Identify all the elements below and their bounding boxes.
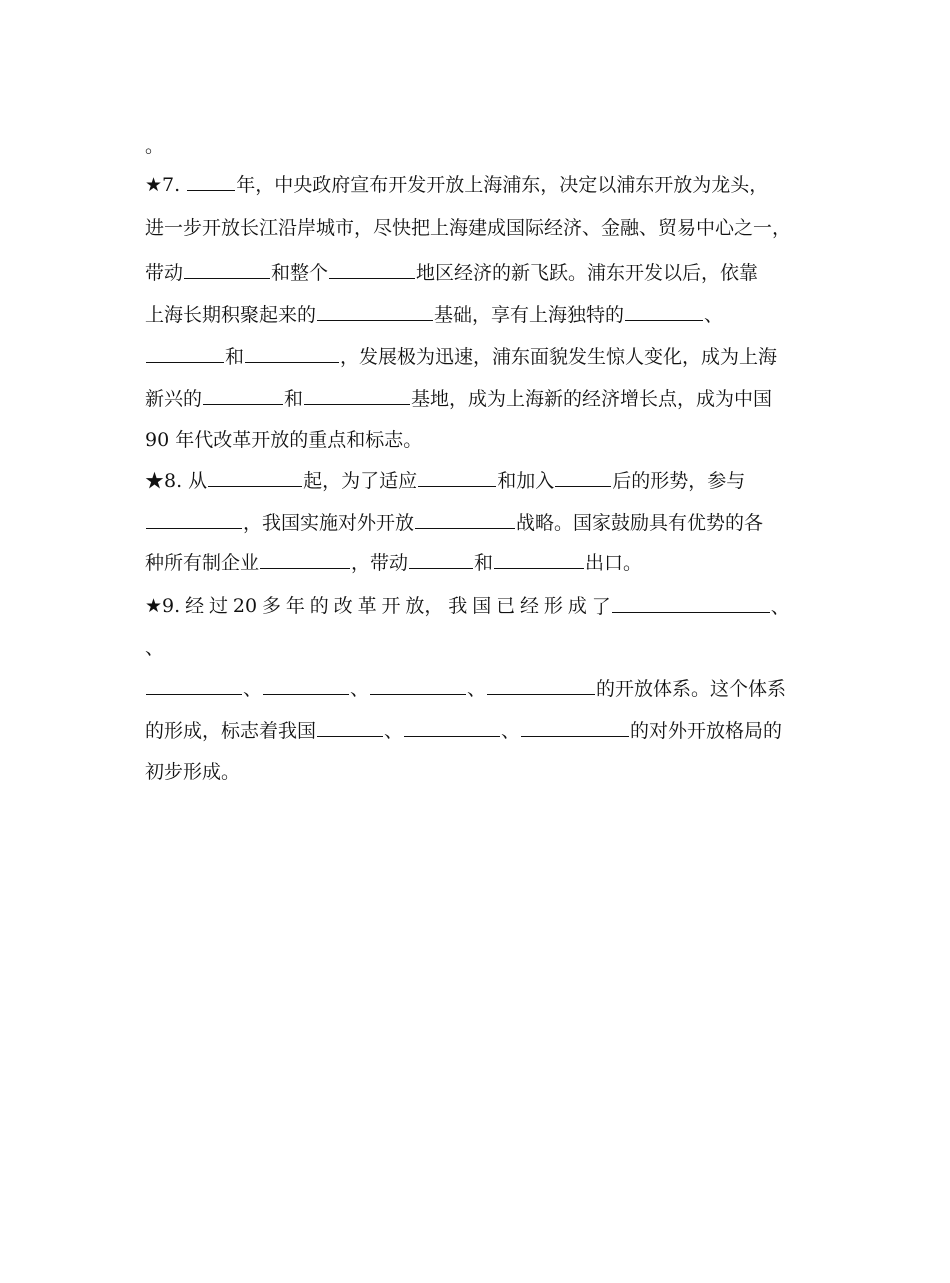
q7-line-5: 和 ，发展极为迅速，浦东面貌发生惊人变化，成为上海 <box>145 344 777 368</box>
q7-line-7: 90 年代改革开放的重点和标志。 <box>145 429 423 451</box>
q7-line-3: 带动 和整个 地区经济的新飞跃。浦东开发以后，依靠 <box>145 262 759 284</box>
answer-blank[interactable] <box>263 676 349 695</box>
lead-fragment: 。 <box>145 135 165 157</box>
answer-blank[interactable] <box>208 468 302 487</box>
q7-line-6: 新兴的 和 基地，成为上海新的经济增长点，成为中国 <box>145 388 773 410</box>
answer-blank[interactable] <box>146 676 242 695</box>
q7-line-4: 上海长期积聚起来的 基础，享有上海独特的 、 <box>145 304 724 326</box>
q8-line-2: ，我国实施对外开放 战略。国家鼓励具有优势的各 <box>145 510 763 534</box>
answer-blank[interactable] <box>409 550 473 569</box>
answer-blank[interactable] <box>487 676 595 695</box>
q9-line-3: 、 、 、 的开放体系。这个体系 <box>145 676 786 700</box>
answer-blank[interactable] <box>184 260 270 279</box>
answer-blank[interactable] <box>245 344 339 363</box>
answer-blank[interactable] <box>555 468 611 487</box>
answer-blank[interactable] <box>203 386 283 405</box>
answer-blank[interactable] <box>404 718 500 737</box>
answer-blank[interactable] <box>329 260 415 279</box>
q7-line-1: ★7. 年，中央政府宣布开发开放上海浦东，决定以浦东开放为龙头， <box>145 174 769 196</box>
q9-line-5: 初步形成。 <box>145 761 241 783</box>
answer-blank[interactable] <box>521 718 629 737</box>
answer-blank[interactable] <box>625 302 703 321</box>
answer-blank[interactable] <box>418 468 496 487</box>
q8-line-1: ★8. 从 起，为了适应 和加入 后的形势，参与 <box>145 470 746 492</box>
q9-line1-tail: 了 、 <box>591 596 790 618</box>
answer-blank[interactable] <box>317 718 383 737</box>
q8-line-3: 种所有制企业 ，带动 和 出口。 <box>145 552 643 574</box>
answer-blank[interactable] <box>304 386 410 405</box>
q9-line-2: 、 <box>145 637 165 659</box>
answer-blank[interactable] <box>146 510 242 529</box>
q9-line-4: 的形成，标志着我国 、 、 的对外开放格局的 <box>145 720 783 742</box>
answer-blank[interactable] <box>415 510 515 529</box>
answer-blank[interactable] <box>260 550 350 569</box>
q7-line-2: 进一步开放长江沿岸城市，尽快把上海建成国际经济、金融、贸易中心之一， <box>145 217 792 239</box>
answer-blank[interactable] <box>612 594 770 613</box>
answer-blank[interactable] <box>146 344 224 363</box>
answer-blank[interactable] <box>317 302 433 321</box>
answer-blank[interactable] <box>370 676 466 695</box>
q9-line-1: ★9. 经 过 20 多 年 的 改 革 开 放， 我 国 已 经 形 成 了 、 <box>145 595 790 618</box>
answer-blank[interactable] <box>494 550 584 569</box>
answer-blank[interactable] <box>187 172 235 191</box>
